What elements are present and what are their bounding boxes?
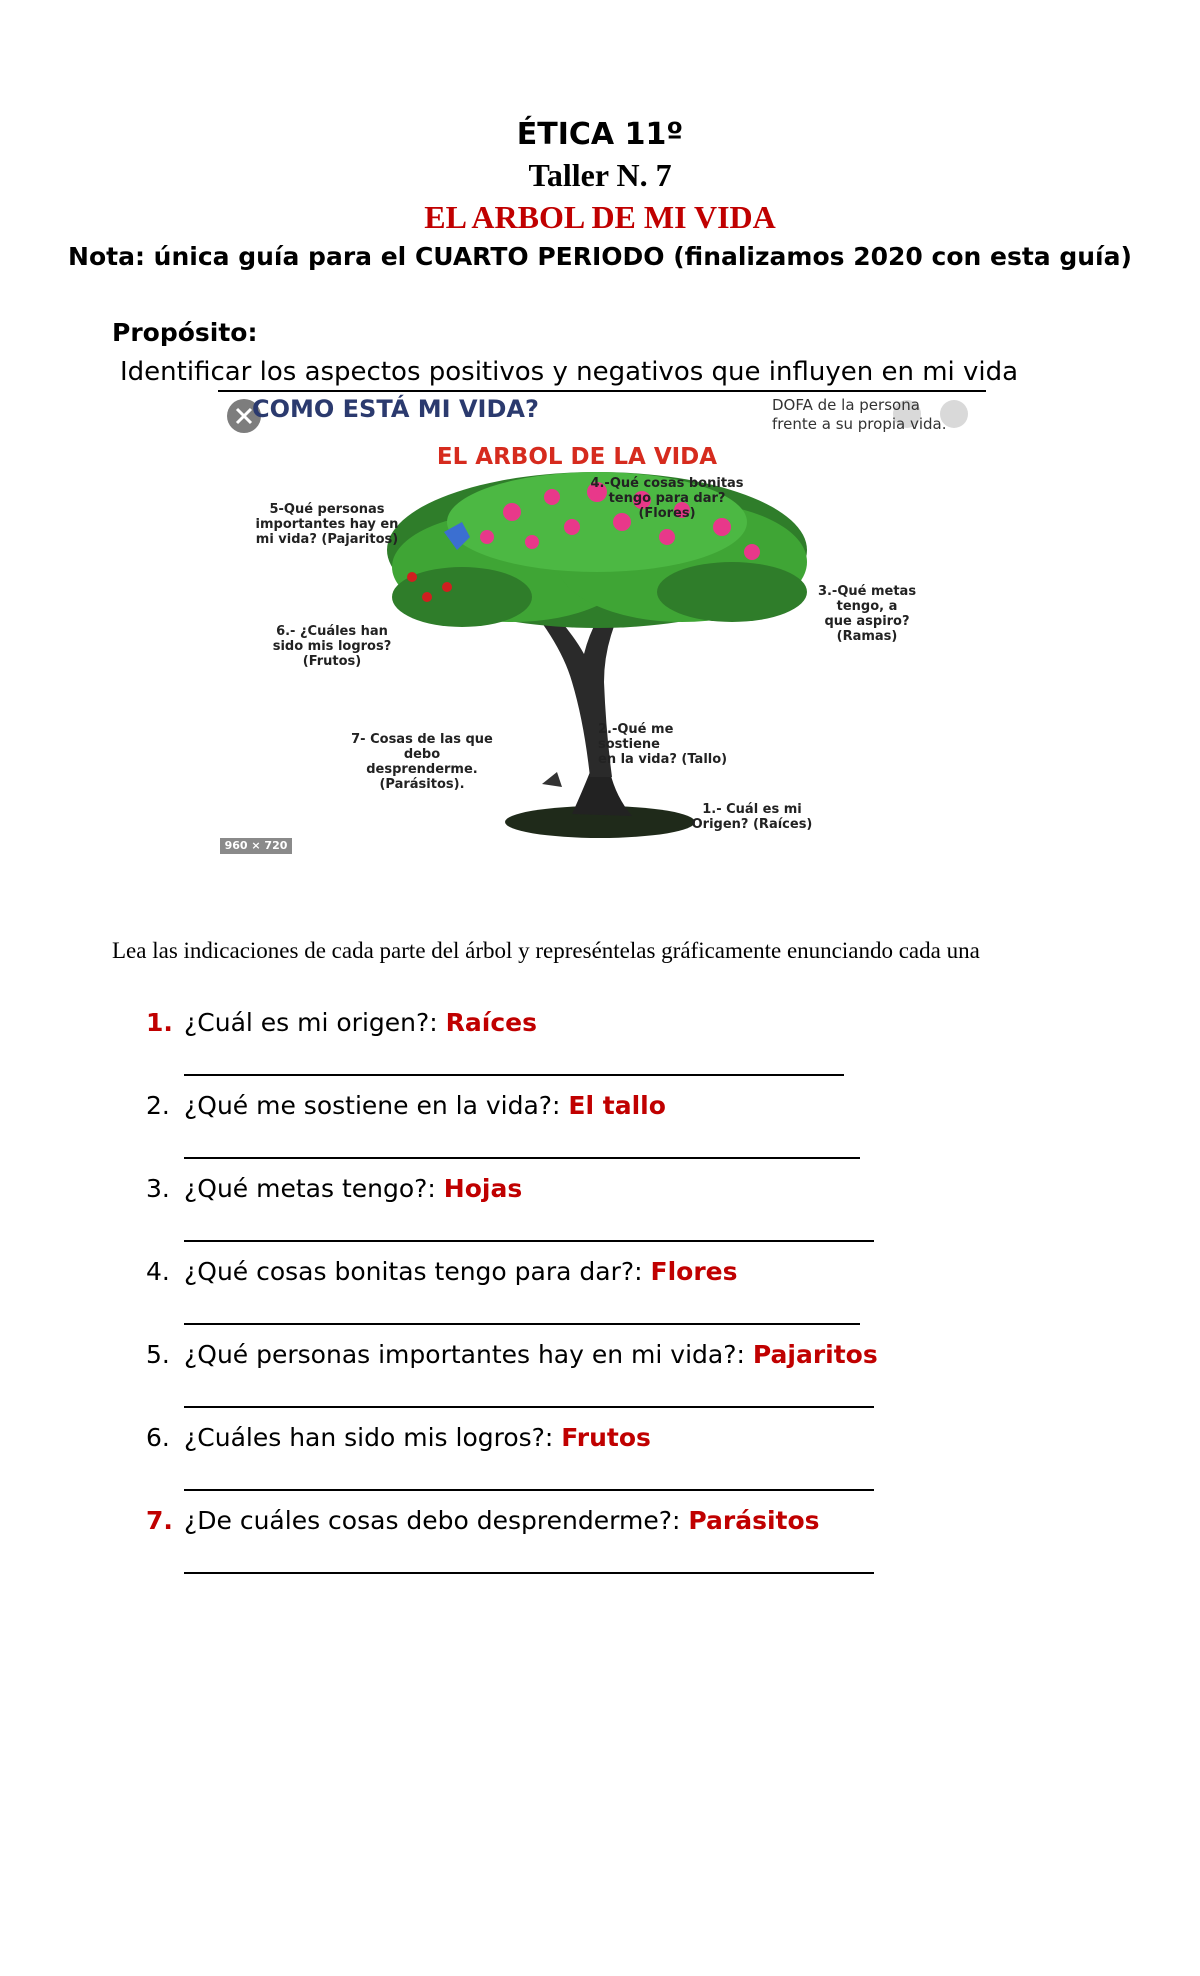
answer-blank-line[interactable] [184, 1323, 860, 1325]
answer-blank-line[interactable] [184, 1157, 860, 1159]
label-raices: 1.- Cuál es mi Origen? (Raíces) [691, 802, 813, 832]
label-frutos: 6.- ¿Cuáles han sido mis logros? (Frutos) [272, 624, 392, 669]
answer-blank-line[interactable] [184, 1074, 844, 1076]
question-answer: Parásitos [688, 1506, 820, 1535]
question-item [146, 1257, 738, 1286]
image-tree-title: EL ARBOL DE LA VIDA [436, 444, 718, 470]
question-number: 1. [146, 1008, 173, 1037]
parasite [542, 772, 562, 787]
question-number: 3. [146, 1174, 170, 1203]
label-ramas: 3.-Qué metas tengo, a que aspiro? (Ramas) [817, 584, 917, 644]
question-answer: Hojas [443, 1174, 523, 1203]
question-number: 7. [146, 1506, 173, 1535]
question-answer: Frutos [561, 1423, 651, 1452]
question-answer: Pajaritos [752, 1340, 878, 1369]
question-answer: El tallo [568, 1091, 666, 1120]
question-number: 5. [146, 1340, 170, 1369]
image-size-badge: 960 × 720 [220, 838, 292, 854]
question-item [146, 1340, 878, 1369]
question-answer: Flores [650, 1257, 738, 1286]
label-tallo: 2.-Qué me sostiene en la vida? (Tallo) [598, 722, 728, 767]
image-dofa-caption: DOFA de la persona frente a su propia vida. [772, 396, 947, 433]
question-text: ¿Cuál es mi origen?: [184, 1008, 446, 1037]
label-flores: 4.-Qué cosas bonitas tengo para dar? (Flores) [590, 476, 744, 521]
question-item [146, 1423, 651, 1452]
question-item [146, 1506, 820, 1535]
question-text: ¿Qué me sostiene en la vida?: [184, 1091, 569, 1120]
question-number: 4. [146, 1257, 170, 1286]
question-item [146, 1091, 666, 1120]
answer-blank-line[interactable] [184, 1489, 874, 1491]
label-parasitos: 7- Cosas de las que debo desprenderme. (Parásitos). [351, 732, 493, 792]
question-answer: Raíces [445, 1008, 537, 1037]
subject-title: ÉTICA 11º [516, 117, 684, 152]
note: Nota: única guía para el CUARTO PERIODO (finalizamos 2020 con esta guía) [68, 242, 1132, 271]
question-text: ¿De cuáles cosas debo desprenderme?: [184, 1506, 689, 1535]
question-text: ¿Qué cosas bonitas tengo para dar?: [184, 1257, 651, 1286]
tree-of-life-image [212, 392, 992, 860]
workshop-title: EL ARBOL DE MI VIDA [424, 199, 776, 235]
question-text: ¿Qué metas tengo?: [184, 1174, 444, 1203]
answer-blank-line[interactable] [184, 1406, 874, 1408]
question-number: 2. [146, 1091, 170, 1120]
question-number: 6. [146, 1423, 170, 1452]
answer-blank-line[interactable] [184, 1572, 874, 1574]
question-item [146, 1174, 522, 1203]
image-header: COMO ESTÁ MI VIDA? [252, 395, 539, 423]
purpose-label: Propósito: [112, 318, 258, 347]
instructions: Lea las indicaciones de cada parte del árbol y represéntelas gráficamente enunciando cada una [112, 938, 980, 963]
question-text: ¿Qué personas importantes hay en mi vida?: [184, 1340, 753, 1369]
purpose-text: Identificar los aspectos positivos y negativos que influyen en mi vida [120, 357, 1019, 387]
workshop-number: Taller N. 7 [528, 157, 672, 193]
roots [572, 772, 632, 816]
label-pajaritos: 5-Qué personas importantes hay en mi vida? (Pajaritos) [255, 502, 399, 547]
question-item [146, 1008, 537, 1037]
answer-blank-line[interactable] [184, 1240, 874, 1242]
question-text: ¿Cuáles han sido mis logros?: [184, 1423, 562, 1452]
